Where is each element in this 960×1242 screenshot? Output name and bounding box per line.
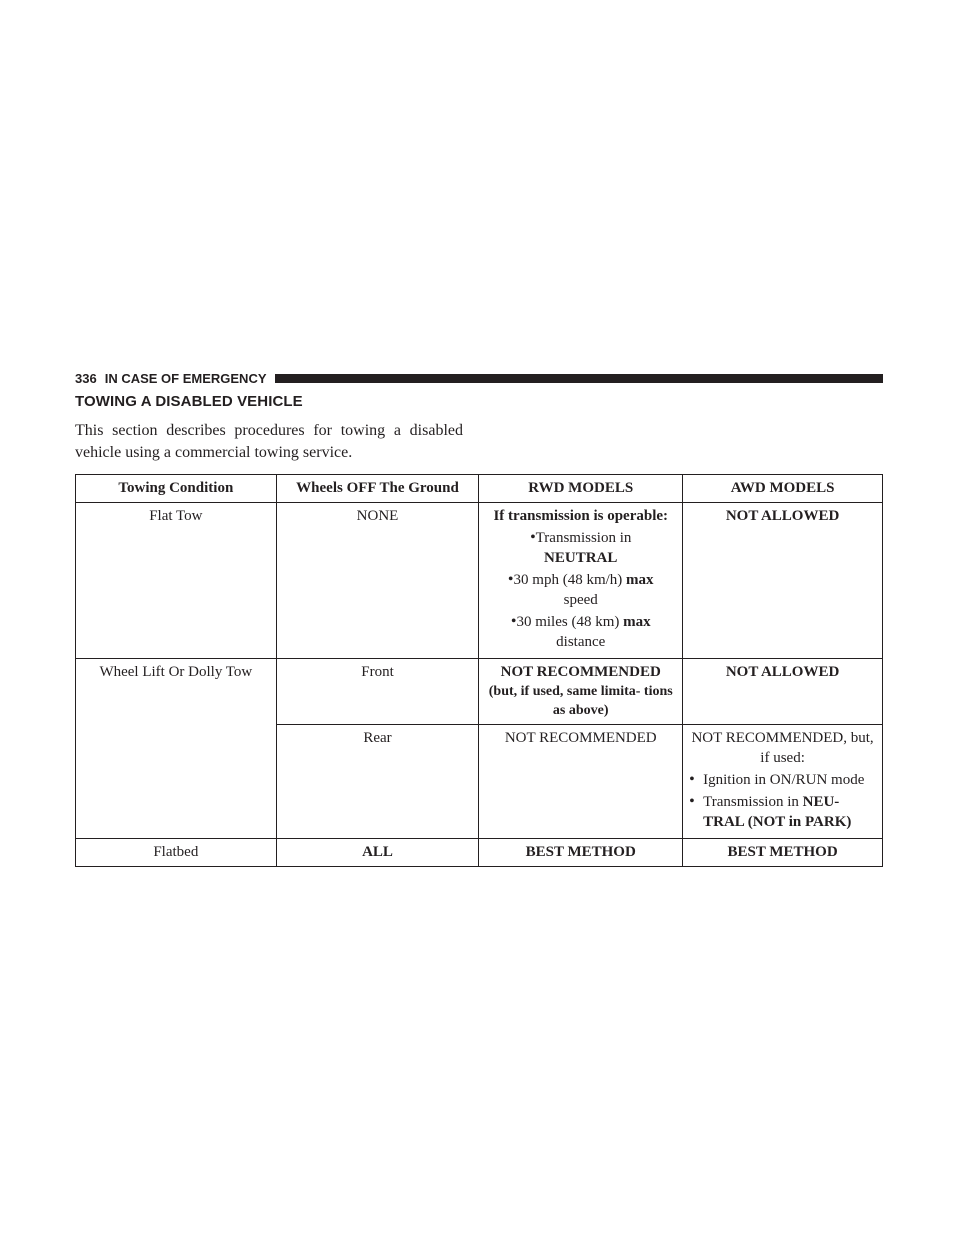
bullet-icon: • — [510, 613, 517, 630]
bullet-icon: • — [689, 793, 695, 810]
rwd-conditions-list — [483, 528, 678, 652]
item-tail: distance — [556, 634, 606, 650]
page-header — [75, 368, 883, 388]
awd-intro: NOT RECOMMENDED, but, if used: — [691, 730, 874, 766]
cell-rwd — [479, 659, 683, 725]
towing-table — [75, 474, 883, 867]
cell-wheels: Rear — [276, 725, 479, 839]
page-number: 336 — [75, 370, 97, 386]
item-bold: NEU- TRAL (NOT in PARK) — [703, 794, 852, 830]
header-rule — [275, 374, 884, 383]
list-item — [483, 612, 678, 652]
cell-rwd: BEST METHOD — [479, 839, 683, 867]
cell-wheels: NONE — [276, 503, 479, 659]
cell-awd — [683, 725, 883, 839]
header-wheels-off-ground: Wheels OFF The Ground — [276, 475, 479, 503]
table-row-flatbed — [76, 839, 883, 867]
bullet-icon: • — [507, 571, 514, 588]
header-towing-condition: Towing Condition — [76, 475, 277, 503]
section-name: IN CASE OF EMERGENCY — [104, 370, 267, 386]
table-row-dolly-front — [76, 659, 883, 725]
item-tail: speed — [563, 592, 598, 608]
table-row-flat-tow — [76, 503, 883, 659]
item-text: Ignition in ON/RUN mode — [703, 772, 865, 788]
cell-awd: NOT ALLOWED — [683, 503, 883, 659]
list-item — [483, 570, 678, 610]
cell-rwd: NOT RECOMMENDED — [479, 725, 683, 839]
cell-wheels: ALL — [276, 839, 479, 867]
cell-awd: BEST METHOD — [683, 839, 883, 867]
intro-paragraph: This section describes procedures for towing a disabled vehicle using a commercial towing service. — [75, 422, 463, 461]
awd-conditions-list — [687, 770, 878, 832]
item-bold: max — [626, 572, 654, 588]
item-bold: max — [623, 614, 651, 630]
cell-condition: Flatbed — [76, 839, 277, 867]
list-item — [687, 792, 878, 832]
table-header-row — [76, 475, 883, 503]
item-text: Transmission in — [535, 530, 632, 546]
bullet-icon: • — [689, 771, 695, 788]
list-item — [483, 528, 678, 568]
header-rwd-models: RWD MODELS — [479, 475, 683, 503]
rwd-main: NOT RECOMMENDED — [500, 664, 661, 680]
cell-condition: Flat Tow — [76, 503, 277, 659]
rwd-sub: (but, if used, same limita- tions as above) — [488, 684, 673, 718]
rwd-intro: If transmission is operable: — [493, 508, 669, 524]
bullet-icon: • — [530, 529, 536, 546]
page-title: TOWING A DISABLED VEHICLE — [75, 393, 303, 410]
cell-wheels: Front — [276, 659, 479, 725]
cell-condition: Wheel Lift Or Dolly Tow — [76, 659, 277, 839]
item-bold: NEUTRAL — [544, 550, 618, 566]
item-text: Transmission in — [703, 794, 799, 810]
item-text: 30 miles (48 km) — [516, 614, 620, 630]
cell-awd: NOT ALLOWED — [683, 659, 883, 725]
list-item — [687, 770, 878, 790]
item-text: 30 mph (48 km/h) — [513, 572, 623, 588]
cell-rwd — [479, 503, 683, 659]
header-awd-models: AWD MODELS — [683, 475, 883, 503]
